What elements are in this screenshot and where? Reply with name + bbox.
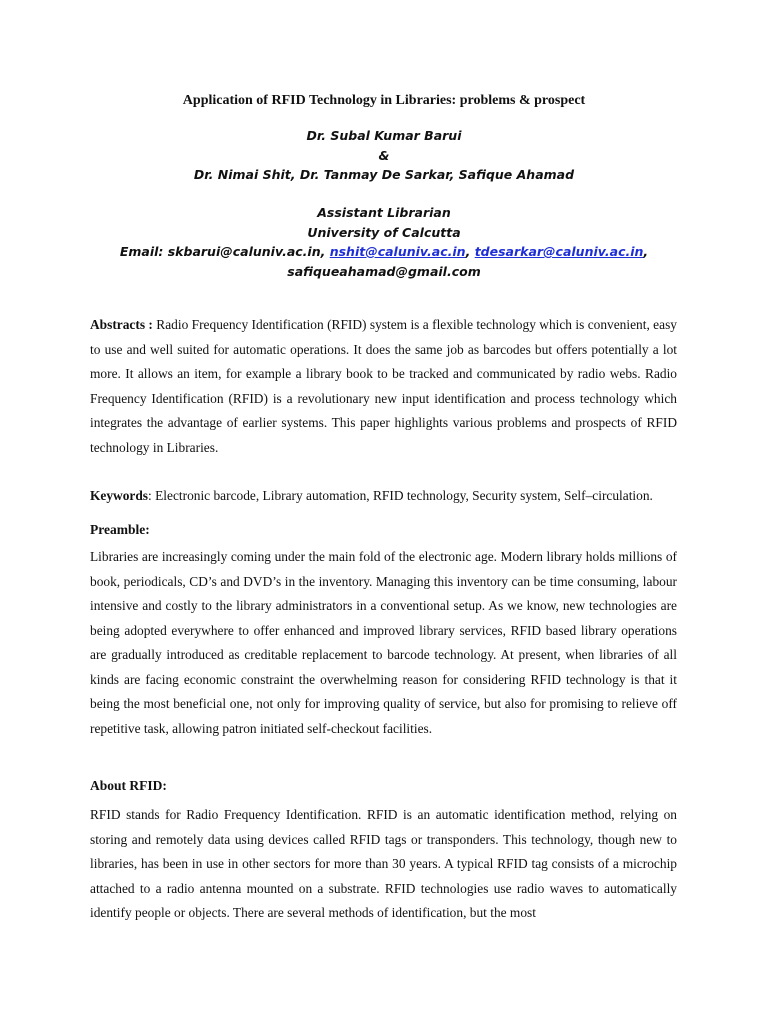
affiliation-institution: University of Calcutta xyxy=(307,224,461,240)
email-link-nshit[interactable]: nshit@caluniv.ac.in xyxy=(329,244,466,259)
author-ampersand: & xyxy=(378,147,390,163)
author-block xyxy=(0,126,768,185)
email-last: safiqueahamad@gmail.com xyxy=(287,263,481,279)
keywords-label: Keywords xyxy=(90,488,149,503)
author-line-1: Dr. Subal Kumar Barui xyxy=(306,128,462,143)
abstract-paragraph xyxy=(90,313,677,460)
email-line xyxy=(0,242,768,262)
about-rfid-paragraph: RFID stands for Radio Frequency Identification. RFID is an automatic identification method, relying on storing and remotely data using devices called RFID tags or transponders. This technology, though new to libraries, has been in use in other sectors for more than 30 years. A typical RFID tag consists of a microchip attached to a radio antenna mounted on a substrate. RFID technologies use radio waves to automatically identify people or objects. There are several methods of identification, but the most xyxy=(90,807,677,920)
affiliation-block xyxy=(0,203,768,281)
author-line-2: Dr. Nimai Shit, Dr. Tanmay De Sarkar, Safique Ahamad xyxy=(193,167,575,182)
abstract-label: Abstracts : xyxy=(90,317,153,332)
preamble-heading: Preamble: xyxy=(90,522,150,537)
about-rfid-heading: About RFID: xyxy=(90,778,167,793)
email-link-tdesarkar[interactable]: tdesarkar@caluniv.ac.in xyxy=(474,244,644,259)
email-prefix: Email: skbarui@caluniv.ac.in, xyxy=(119,244,330,259)
affiliation-role: Assistant Librarian xyxy=(317,205,451,220)
keywords-paragraph xyxy=(90,484,677,509)
paper-title: Application of RFID Technology in Libraries: problems & prospect xyxy=(182,93,586,108)
email-separator-1: , xyxy=(465,244,475,259)
abstract-text: Radio Frequency Identification (RFID) system is a flexible technology which is convenient, easy to use and well suited for automatic operations. It does the same job as barcodes but offers potentially a lot more. It allows an item, for example a library book to be tracked and communicated by radio webs. Radio Frequency Identification (RFID) is a revolutionary new input identification and process technology which integrates the advantage of earlier systems. This paper highlights various problems and prospects of RFID technology in Libraries. xyxy=(90,317,677,455)
keywords-text: : Electronic barcode, Library automation, RFID technology, Security system, Self–circulation. xyxy=(148,488,653,503)
email-separator-2: , xyxy=(643,244,649,259)
preamble-paragraph: Libraries are increasingly coming under the main fold of the electronic age. Modern library holds millions of book, periodicals, CD’s and DVD’s in the inventory. Managing this inventory can be time consuming, labour intensive and costly to the library administrators in a conventional setup. As we know, new technologies are being adopted everywhere to offer enhanced and improved library services, RFID based library operations are gradually introduced as creditable replacement to barcode technology. At present, when libraries of all kinds are facing economic constraint the overwhelming reason for considering RFID technology is that it being the most beneficial one, not only for improving quality of service, but also for promising to relieve off repetitive task, allowing patron initiated self-checkout facilities. xyxy=(90,549,677,736)
